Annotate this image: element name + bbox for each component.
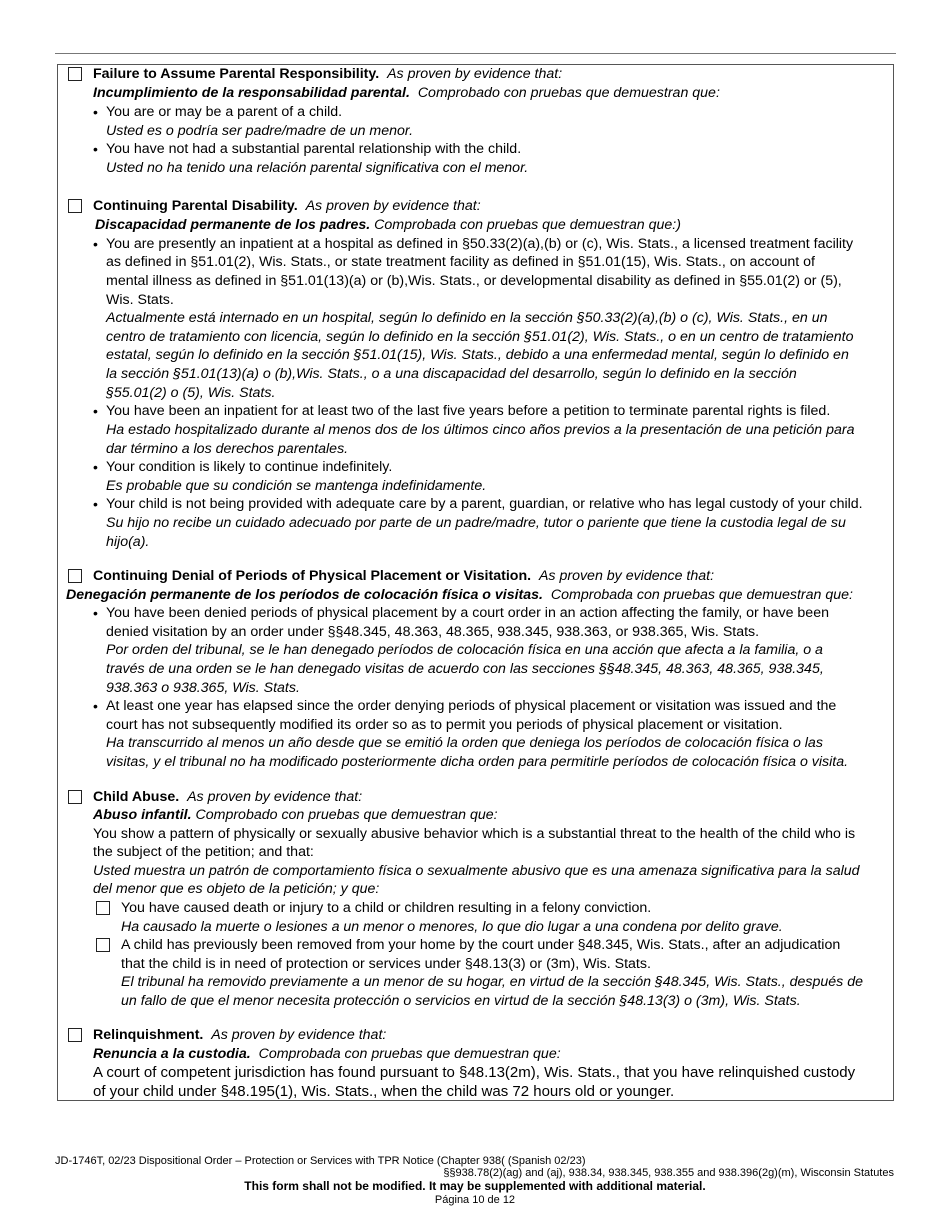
abuse-option-1: You have caused death or injury to a child or children resulting in a felony conviction. <box>121 900 652 916</box>
bullet-icon: • <box>93 698 98 714</box>
abuse-option-2-es-line-1: El tribunal ha removido previamente a un menor de su hogar, en virtud de la sección §48.345, Wis. Stats., después de <box>121 974 863 990</box>
denial-bullet-2-line-1: At least one year has elapsed since the order denying periods of physical placement or visitation was issued and the <box>106 698 837 714</box>
disability-bullet-2: You have been an inpatient for at least two of the last five years before a petition to terminate parental rights is filed. <box>106 403 831 419</box>
top-rule <box>55 53 896 54</box>
abuse-option-2-checkbox[interactable] <box>96 938 110 952</box>
denial-bullet-2-es-line-1: Ha transcurrido al menos un año desde que se emitió la orden que deniega los períodos de colocación física o las <box>106 735 823 751</box>
abuse-proof-es: Comprobado con pruebas que demuestran que: <box>195 807 498 823</box>
disability-bullet-4-es-line-2: hijo(a). <box>106 534 150 550</box>
disability-proof: As proven by evidence that: <box>305 198 481 214</box>
relinquish-checkbox[interactable] <box>68 1028 82 1042</box>
footer-form-id: JD-1746T, 02/23 Dispositional Order – Protection or Services with TPR Notice (Chapter 938( (Spanish 02/23) <box>55 1155 586 1167</box>
abuse-option-1-es: Ha causado la muerte o lesiones a un menor o menores, lo que dio lugar a una condena por delito grave. <box>121 919 783 935</box>
disability-bullet-2-es-line-1: Ha estado hospitalizado durante al menos dos de los últimos cinco años previos a la presentación de una petición para <box>106 422 855 438</box>
abuse-heading-es <box>93 806 498 825</box>
abuse-paragraph-es-line-1: Usted muestra un patrón de comportamiento física o sexualmente abusivo que es una amenaza significativa para la salud <box>93 863 860 879</box>
relinquish-proof: As proven by evidence that: <box>211 1027 387 1043</box>
abuse-option-2-line-1: A child has previously been removed from your home by the court under §48.345, Wis. Stats., after an adjudication <box>121 937 841 953</box>
bullet-icon: • <box>93 104 98 120</box>
abuse-title: Child Abuse. <box>93 789 180 805</box>
failure-bullet-1: You are or may be a parent of a child. <box>106 104 343 120</box>
failure-bullet-2: You have not had a substantial parental relationship with the child. <box>106 141 522 157</box>
disability-title-es: Discapacidad permanente de los padres. <box>95 217 371 233</box>
denial-bullet-1-es-line-1: Por orden del tribunal, se le han denegado períodos de colocación física en una acción que afecta a la familia, o a <box>106 642 823 658</box>
disability-heading <box>93 197 481 216</box>
failure-proof-es: Comprobado con pruebas que demuestran que: <box>417 85 720 101</box>
disability-heading-es <box>95 216 681 235</box>
page-number: Página 10 de 12 <box>434 1194 516 1206</box>
denial-bullet-1-es-line-2: través de una orden se le han denegado visitas de acuerdo con las secciones §§48.345, 48.363, 48.365, 938.345, <box>106 661 824 677</box>
abuse-option-2-es-line-2: un fallo de que el menor necesita protección o servicios en virtud de la sección §48.13(3) o (3m), Wis. Stats. <box>121 993 801 1009</box>
denial-bullet-2-es-line-2: visitas, y el tribunal no ha modificado posteriormente dicha orden para permitirle períodos de colocación física o visita. <box>106 754 849 770</box>
disability-proof-es: Comprobada con pruebas que demuestran que:) <box>374 217 681 233</box>
abuse-paragraph-line-1: You show a pattern of physically or sexually abusive behavior which is a substantial threat to the health of the child who is <box>93 826 856 842</box>
failure-proof: As proven by evidence that: <box>387 66 563 82</box>
disability-bullet-3-es: Es probable que su condición se mantenga indefinidamente. <box>106 478 487 494</box>
abuse-paragraph-es-line-2: del menor que es objeto de la petición; y que: <box>93 881 380 897</box>
disability-bullet-1-es-line-3: estatal, según lo definido en la sección §51.01(15), Wis. Stats., debido a una enfermedad mental, según lo definido en <box>106 347 849 363</box>
relinquish-heading-es <box>93 1045 561 1064</box>
relinquish-paragraph-line-1: A court of competent jurisdiction has found pursuant to §48.13(2m), Wis. Stats., that you have relinquished custody <box>93 1064 856 1081</box>
bullet-icon: • <box>93 141 98 157</box>
relinquish-title-es: Renuncia a la custodia. <box>93 1046 251 1062</box>
denial-bullet-1-line-2: denied visitation by an order under §§48.345, 48.363, 48.365, 938.345, 938.363, or 938.365, Wis. Stats. <box>106 624 760 640</box>
failure-title-es: Incumplimiento de la responsabilidad parental. <box>93 85 410 101</box>
disability-bullet-1-es-line-2: centro de tratamiento con licencia, según lo definido en la sección §51.01(2), Wis. Stats., o en un centro de tratamiento <box>106 329 854 345</box>
disability-checkbox[interactable] <box>68 199 82 213</box>
denial-checkbox[interactable] <box>68 569 82 583</box>
footer-statutes: §§938.78(2)(ag) and (aj), 938.34, 938.345, 938.355 and 938.396(2g)(m), Wisconsin Statutes <box>443 1167 894 1179</box>
abuse-paragraph-line-2: the subject of the petition; and that: <box>93 844 314 860</box>
abuse-option-1-checkbox[interactable] <box>96 901 110 915</box>
disability-bullet-1-es-line-1: Actualmente está internado en un hospital, según lo definido en la sección §50.33(2)(a),(b) o (c), Wis. Stats., en un <box>106 310 828 326</box>
denial-bullet-1-line-1: You have been denied periods of physical placement by a court order in an action affecting the family, or have been <box>106 605 829 621</box>
denial-proof: As proven by evidence that: <box>538 568 715 584</box>
failure-heading-es <box>93 84 720 103</box>
disability-bullet-2-es-line-2: dar término a los derechos parentales. <box>106 441 349 457</box>
bullet-icon: • <box>93 236 98 252</box>
disability-bullet-4-es-line-1: Su hijo no recibe un cuidado adecuado por parte de un padre/madre, tutor o pariente que tiene la custodia legal de su <box>106 515 846 531</box>
abuse-proof: As proven by evidence that: <box>187 789 363 805</box>
disability-bullet-1-es-line-5: §55.01(2) o (5), Wis. Stats. <box>106 385 276 401</box>
bullet-icon: • <box>93 496 98 512</box>
disability-bullet-1-line-3: mental illness as defined in §51.01(13)(a) or (b),Wis. Stats., or developmental disability as defined in §55.01(2) or (5), <box>106 273 842 289</box>
disability-bullet-1-line-4: Wis. Stats. <box>106 292 174 308</box>
failure-heading <box>93 65 562 84</box>
failure-bullet-1-es: Usted es o podría ser padre/madre de un menor. <box>106 123 414 139</box>
disability-bullet-3: Your condition is likely to continue indefinitely. <box>106 459 393 475</box>
denial-title-es: Denegación permanente de los períodos de colocación física o visitas. <box>66 587 543 603</box>
failure-bullet-2-es: Usted no ha tenido una relación parental significativa con el menor. <box>106 160 529 176</box>
denial-bullet-2-line-2: court has not subsequently modified its order so as to permit you periods of physical placement or visitation. <box>106 717 783 733</box>
abuse-option-2-line-2: that the child is in need of protection or services under §48.13(3) or (3m), Wis. Stats. <box>121 956 651 972</box>
failure-checkbox[interactable] <box>68 67 82 81</box>
disability-bullet-1-line-2: as defined in §51.01(2), Wis. Stats., or state treatment facility as defined in §51.01(15), Wis. Stats., on account of <box>106 254 815 270</box>
footer-notice: This form shall not be modified. It may be supplemented with additional material. <box>244 1179 706 1193</box>
relinquish-proof-es: Comprobada con pruebas que demuestran que: <box>258 1046 561 1062</box>
relinquish-title: Relinquishment. <box>93 1027 204 1043</box>
disability-bullet-1-es-line-4: la sección §51.01(13)(a) o (b),Wis. Stats., o a una discapacidad del desarrollo, según lo definido en la sección <box>106 366 797 382</box>
disability-title: Continuing Parental Disability. <box>93 198 298 214</box>
disability-bullet-1-line-1: You are presently an inpatient at a hospital as defined in §50.33(2)(a),(b) or (c), Wis. Stats., a licensed treatment facility <box>106 236 854 252</box>
abuse-checkbox[interactable] <box>68 790 82 804</box>
denial-heading-es <box>66 586 853 605</box>
abuse-heading <box>93 788 362 807</box>
abuse-title-es: Abuso infantil. <box>93 807 192 823</box>
bullet-icon: • <box>93 459 98 475</box>
relinquish-heading <box>93 1026 386 1045</box>
relinquish-paragraph-line-2: of your child under §48.195(1), Wis. Stats., when the child was 72 hours old or younger. <box>93 1083 675 1100</box>
denial-heading <box>93 567 714 586</box>
bullet-icon: • <box>93 403 98 419</box>
disability-bullet-4: Your child is not being provided with adequate care by a parent, guardian, or relative who has legal custody of your child. <box>106 496 863 512</box>
denial-title: Continuing Denial of Periods of Physical Placement or Visitation. <box>93 568 532 584</box>
denial-bullet-1-es-line-3: 938.363 o 938.365, Wis. Stats. <box>106 680 300 696</box>
bullet-icon: • <box>93 605 98 621</box>
failure-title: Failure to Assume Parental Responsibility. <box>93 66 380 82</box>
denial-proof-es: Comprobada con pruebas que demuestran que: <box>550 587 853 603</box>
